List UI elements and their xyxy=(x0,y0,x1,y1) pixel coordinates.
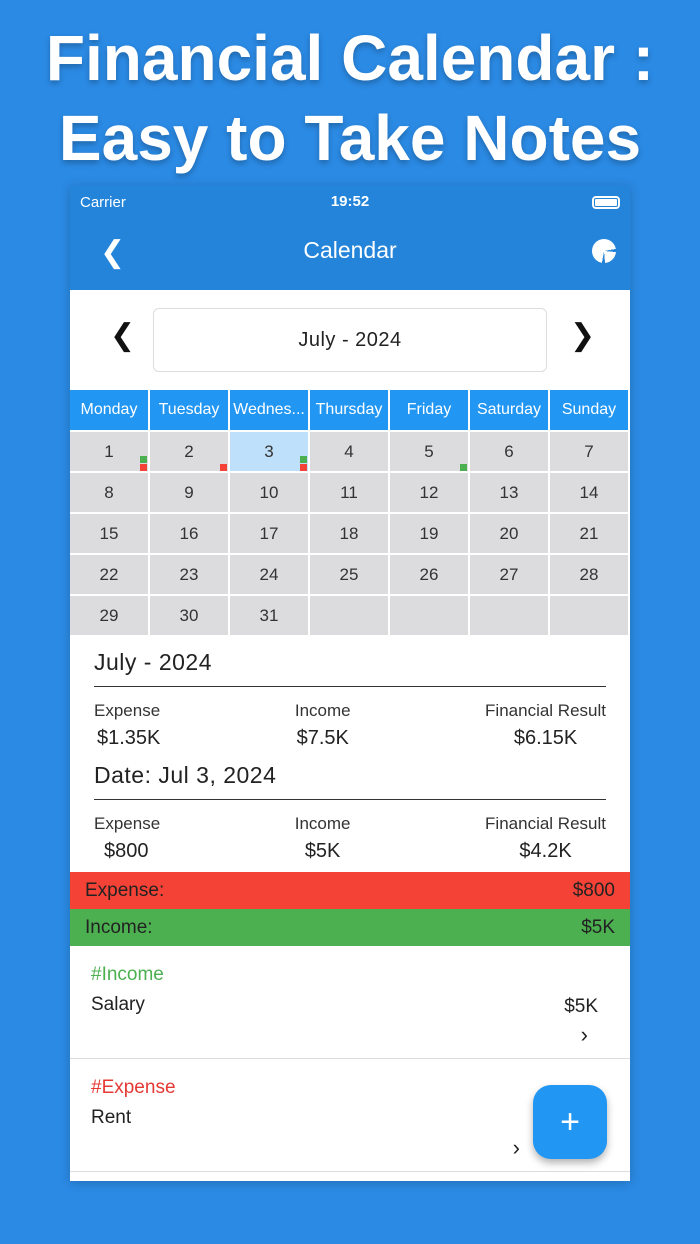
add-transaction-button[interactable]: + xyxy=(533,1085,607,1159)
weekday-header: Saturday xyxy=(470,390,550,430)
day-number: 8 xyxy=(104,483,114,502)
day-number: 18 xyxy=(339,524,359,543)
carrier: Carrier xyxy=(80,193,126,211)
back-icon[interactable]: ❮ xyxy=(100,236,126,269)
calendar-day[interactable] xyxy=(230,553,310,594)
name: Rent xyxy=(91,1107,132,1128)
day-number: 3 xyxy=(264,442,274,461)
day-number: 28 xyxy=(579,565,599,584)
label: Income: xyxy=(85,916,153,938)
calendar-day[interactable] xyxy=(470,430,550,471)
chevron-right-icon: › xyxy=(580,1022,588,1047)
day-number: 12 xyxy=(419,483,439,502)
calendar-day[interactable] xyxy=(550,553,630,594)
calendar-day[interactable] xyxy=(70,471,150,512)
weekday-header: Sunday xyxy=(550,390,630,430)
value: $6.15K xyxy=(513,727,578,749)
expense-marker xyxy=(140,464,147,471)
calendar-day[interactable] xyxy=(310,512,390,553)
weekday-header: Thursday xyxy=(310,390,390,430)
day-number: 24 xyxy=(259,565,279,584)
calendar-day[interactable] xyxy=(70,430,150,471)
clock: 19:52 xyxy=(330,193,370,210)
calendar-day[interactable] xyxy=(70,594,150,635)
calendar-day[interactable] xyxy=(390,512,470,553)
calendar-day[interactable] xyxy=(310,553,390,594)
calendar-day[interactable] xyxy=(310,471,390,512)
day-number: 29 xyxy=(99,606,119,625)
tag: #Expense xyxy=(91,1077,176,1098)
month-summary-heading: July - 2024 xyxy=(94,635,606,687)
day-result xyxy=(485,814,606,872)
tag: #Income xyxy=(91,964,164,985)
calendar-empty-cell xyxy=(470,594,550,635)
day-number: 14 xyxy=(579,483,599,502)
day-summary xyxy=(70,762,630,872)
pie-chart-icon[interactable] xyxy=(592,239,616,263)
day-number: 1 xyxy=(104,442,114,461)
label: Financial Result xyxy=(485,814,606,833)
calendar-day[interactable] xyxy=(150,430,230,471)
amount: $5K xyxy=(564,996,598,1017)
prev-month-button[interactable]: ❮ xyxy=(110,319,136,352)
chevron-right-icon: › xyxy=(512,1135,520,1160)
weekday-header: Friday xyxy=(390,390,470,430)
calendar-day[interactable] xyxy=(150,512,230,553)
calendar-day[interactable] xyxy=(470,471,550,512)
headline-line-1: Financial Calendar : xyxy=(45,22,655,94)
day-number: 19 xyxy=(419,524,439,543)
label: Expense xyxy=(94,814,161,833)
transaction-item[interactable] xyxy=(70,946,630,1059)
label: Income xyxy=(294,814,351,833)
calendar-day[interactable] xyxy=(230,430,310,471)
day-number: 23 xyxy=(179,565,199,584)
income-marker xyxy=(300,456,307,463)
day-number: 30 xyxy=(179,606,199,625)
calendar-day[interactable] xyxy=(70,512,150,553)
day-number: 26 xyxy=(419,565,439,584)
day-number: 5 xyxy=(424,442,434,461)
calendar-day[interactable] xyxy=(230,471,310,512)
month-result xyxy=(485,701,606,762)
page-title: Calendar xyxy=(303,237,397,263)
calendar-day[interactable] xyxy=(550,430,630,471)
headline xyxy=(0,18,700,178)
day-number: 27 xyxy=(499,565,519,584)
day-number: 31 xyxy=(259,606,279,625)
calendar-day[interactable] xyxy=(390,471,470,512)
calendar-day[interactable] xyxy=(550,512,630,553)
month-expense xyxy=(94,701,160,762)
expense-marker xyxy=(220,464,227,471)
calendar-grid xyxy=(70,390,630,635)
headline-line-2: Easy to Take Notes xyxy=(58,102,642,174)
calendar-empty-cell xyxy=(550,594,630,635)
calendar-day[interactable] xyxy=(390,553,470,594)
calendar-day[interactable] xyxy=(150,594,230,635)
income-marker xyxy=(140,456,147,463)
expense-marker xyxy=(300,464,307,471)
month-summary xyxy=(70,635,630,762)
label: Expense xyxy=(94,701,161,720)
day-number: 13 xyxy=(499,483,519,502)
month-selector[interactable]: July - 2024 xyxy=(153,308,547,372)
calendar-day[interactable] xyxy=(70,553,150,594)
label: Expense: xyxy=(85,879,165,901)
phone-screen xyxy=(70,185,630,1181)
day-number: 6 xyxy=(504,442,514,461)
day-number: 4 xyxy=(344,442,354,461)
calendar-day[interactable] xyxy=(470,512,550,553)
name: Salary xyxy=(91,994,145,1015)
weekday-header: Tuesday xyxy=(150,390,230,430)
value: $5K xyxy=(304,840,341,862)
calendar-empty-cell xyxy=(310,594,390,635)
day-expense xyxy=(94,814,160,872)
value: $800 xyxy=(572,879,615,901)
day-number: 7 xyxy=(584,442,594,461)
day-number: 21 xyxy=(579,524,599,543)
label: Financial Result xyxy=(485,701,606,720)
calendar-day[interactable] xyxy=(390,430,470,471)
day-number: 10 xyxy=(259,483,279,502)
next-month-button[interactable]: ❯ xyxy=(570,319,596,352)
day-number: 2 xyxy=(184,442,194,461)
weekday-header: Wednes... xyxy=(230,390,310,430)
value: $800 xyxy=(104,840,149,862)
expense-bar xyxy=(70,872,630,909)
weekday-header: Monday xyxy=(70,390,150,430)
day-number: 22 xyxy=(99,565,119,584)
calendar-day[interactable] xyxy=(310,430,390,471)
calendar-day[interactable] xyxy=(230,594,310,635)
calendar-day[interactable] xyxy=(150,553,230,594)
day-number: 15 xyxy=(99,524,119,543)
calendar-day[interactable] xyxy=(150,471,230,512)
day-number: 25 xyxy=(339,565,359,584)
month-navigator xyxy=(70,290,630,390)
day-income xyxy=(295,814,351,872)
day-number: 11 xyxy=(340,483,358,502)
label: Income xyxy=(294,701,351,720)
income-marker xyxy=(460,464,467,471)
calendar-empty-cell xyxy=(390,594,470,635)
value: $1.35K xyxy=(97,727,161,749)
day-number: 9 xyxy=(184,483,194,502)
value: $4.2K xyxy=(519,840,572,862)
value: $7.5K xyxy=(296,727,349,749)
income-bar xyxy=(70,909,630,946)
calendar-day[interactable] xyxy=(470,553,550,594)
calendar-day[interactable] xyxy=(230,512,310,553)
status-bar xyxy=(70,185,630,219)
day-number: 17 xyxy=(259,524,279,543)
day-number: 20 xyxy=(499,524,519,543)
value: $5K xyxy=(581,916,615,938)
month-income xyxy=(295,701,351,762)
day-number: 16 xyxy=(179,524,199,543)
app-bar xyxy=(70,185,630,290)
day-summary-heading: Date: Jul 3, 2024 xyxy=(94,762,606,800)
calendar-day[interactable] xyxy=(550,471,630,512)
